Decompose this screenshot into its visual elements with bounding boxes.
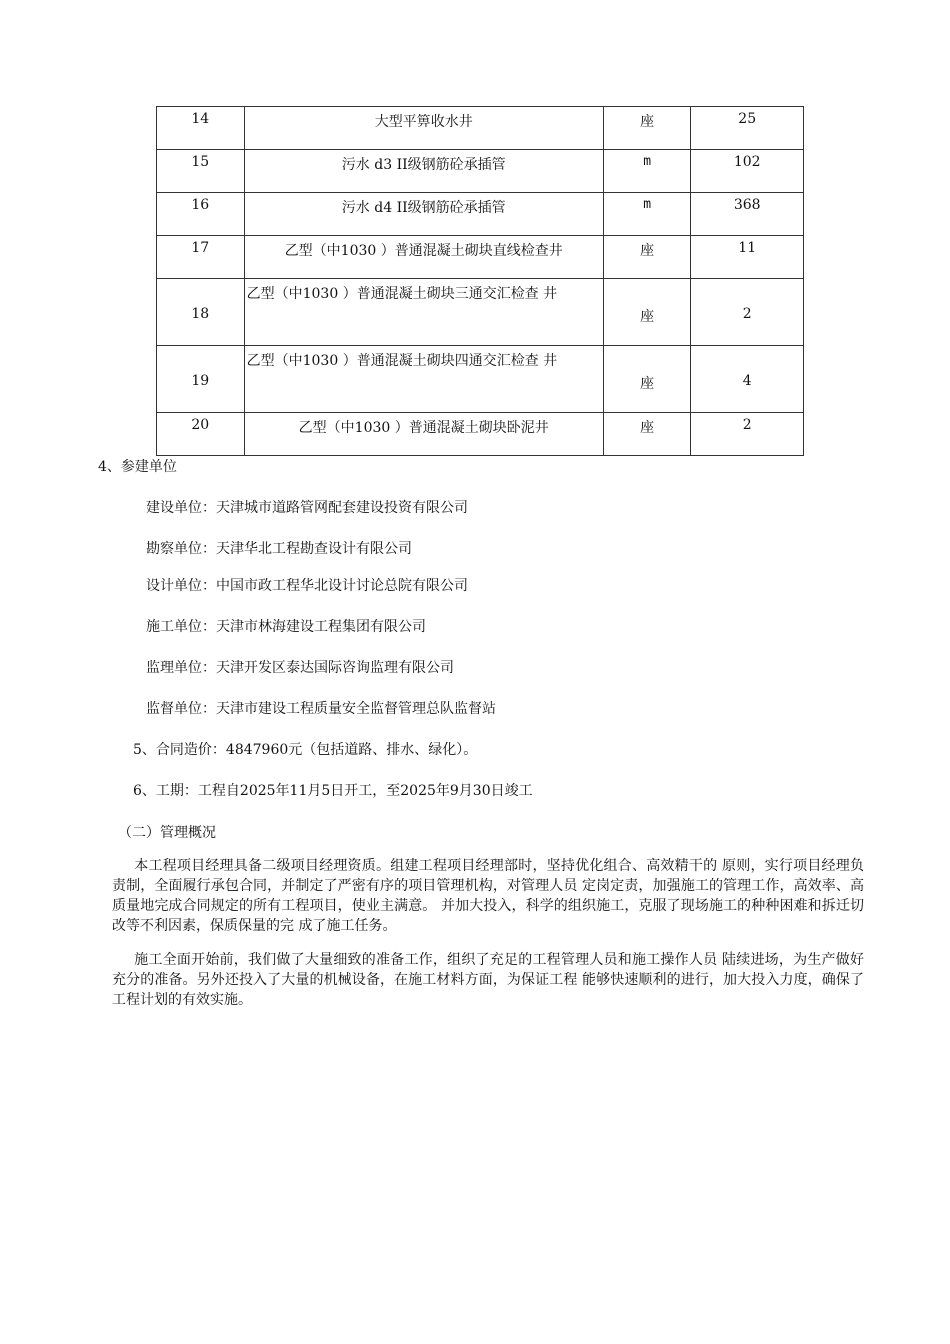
item-unit: 座 xyxy=(640,420,655,436)
item-name: 污水 d4 II级钢筋砼承插管 xyxy=(341,200,506,216)
item-unit: 座 xyxy=(640,376,655,392)
unit-supervision: 监理单位：天津开发区泰达国际咨询监理有限公司 xyxy=(146,660,454,676)
table-row xyxy=(157,346,804,413)
item-quantity: 25 xyxy=(738,111,757,127)
construction-period: 6、工期：工程自2025年11月5日开工，至2025年9月30日竣工 xyxy=(133,783,533,799)
section-heading-participants: 4、参建单位 xyxy=(98,459,177,475)
item-name: 乙型（中1030 ）普通混凝土砌块四通交汇检查 井 xyxy=(246,353,558,369)
item-name: 大型平箅收水井 xyxy=(374,114,473,130)
table-row xyxy=(157,107,804,150)
item-quantity: 11 xyxy=(738,240,757,256)
item-quantity: 368 xyxy=(733,197,761,213)
item-unit: 座 xyxy=(640,309,655,325)
item-quantity: 2 xyxy=(742,306,752,322)
row-number: 14 xyxy=(191,111,210,127)
unit-contractor: 施工单位：天津市林海建设工程集团有限公司 xyxy=(146,619,426,635)
paragraph-text: 施工全面开始前，我们做了大量细致的准备工作，组织了充足的工程管理人员和施工操作人员 陆续进场，为生产做好充分的准备。另外还投入了大量的机械设备，在施工材料方面，为保证工程 能够快速顺利的进行，加大投入力度，确保了工程计划的有效实施。 xyxy=(112,952,864,1008)
item-unit: m xyxy=(643,154,652,169)
contract-price: 5、合同造价：4847960元（包括道路、排水、绿化）。 xyxy=(133,742,478,758)
section-heading-management: （二）管理概况 xyxy=(118,825,216,841)
unit-design: 设计单位：中国市政工程华北设计讨论总院有限公司 xyxy=(146,578,468,594)
item-name: 乙型（中1030 ）普通混凝土砌块三通交汇检查 井 xyxy=(246,286,558,302)
management-paragraph-1 xyxy=(112,856,864,936)
item-name: 污水 d3 II级钢筋砼承插管 xyxy=(341,157,506,173)
table-row xyxy=(157,236,804,279)
paragraph-text: 本工程项目经理具备二级项目经理资质。组建工程项目经理部时，坚持优化组合、高效精干的 原则，实行项目经理负责制，全面履行承包合同，并制定了严密有序的项目管理机构，对管理人员 定岗定责，加强施工的管理工作，高效率、高质量地完成合同规定的所有工程项目，使业主满意。 并加大投入，科学的组织施工，克服了现场施工的种种困难和拆迁切改等不利因素，保质保量的完 成了施工任务。 xyxy=(112,858,864,934)
item-name: 乙型（中1030 ）普通混凝土砌块直线检查井 xyxy=(284,243,563,259)
row-number: 18 xyxy=(191,306,210,322)
unit-construction-owner: 建设单位：天津城市道路管网配套建设投资有限公司 xyxy=(146,500,468,516)
item-unit: 座 xyxy=(640,114,655,130)
row-number: 20 xyxy=(191,417,210,433)
table-row xyxy=(157,150,804,193)
row-number: 15 xyxy=(191,154,210,170)
item-quantity: 2 xyxy=(742,417,752,433)
row-number: 19 xyxy=(191,373,210,389)
item-quantity: 102 xyxy=(733,154,761,170)
table-row xyxy=(157,413,804,456)
item-unit: 座 xyxy=(640,243,655,259)
item-unit: m xyxy=(643,197,652,212)
unit-survey: 勘察单位：天津华北工程勘查设计有限公司 xyxy=(146,541,412,557)
row-number: 17 xyxy=(191,240,210,256)
quantity-table xyxy=(156,106,804,456)
management-paragraph-2 xyxy=(112,950,864,1010)
item-name: 乙型（中1030 ）普通混凝土砌块卧泥井 xyxy=(298,420,549,436)
unit-oversight: 监督单位：天津市建设工程质量安全监督管理总队监督站 xyxy=(146,701,496,717)
row-number: 16 xyxy=(191,197,210,213)
table-row xyxy=(157,193,804,236)
item-quantity: 4 xyxy=(742,373,752,389)
table-row xyxy=(157,279,804,346)
